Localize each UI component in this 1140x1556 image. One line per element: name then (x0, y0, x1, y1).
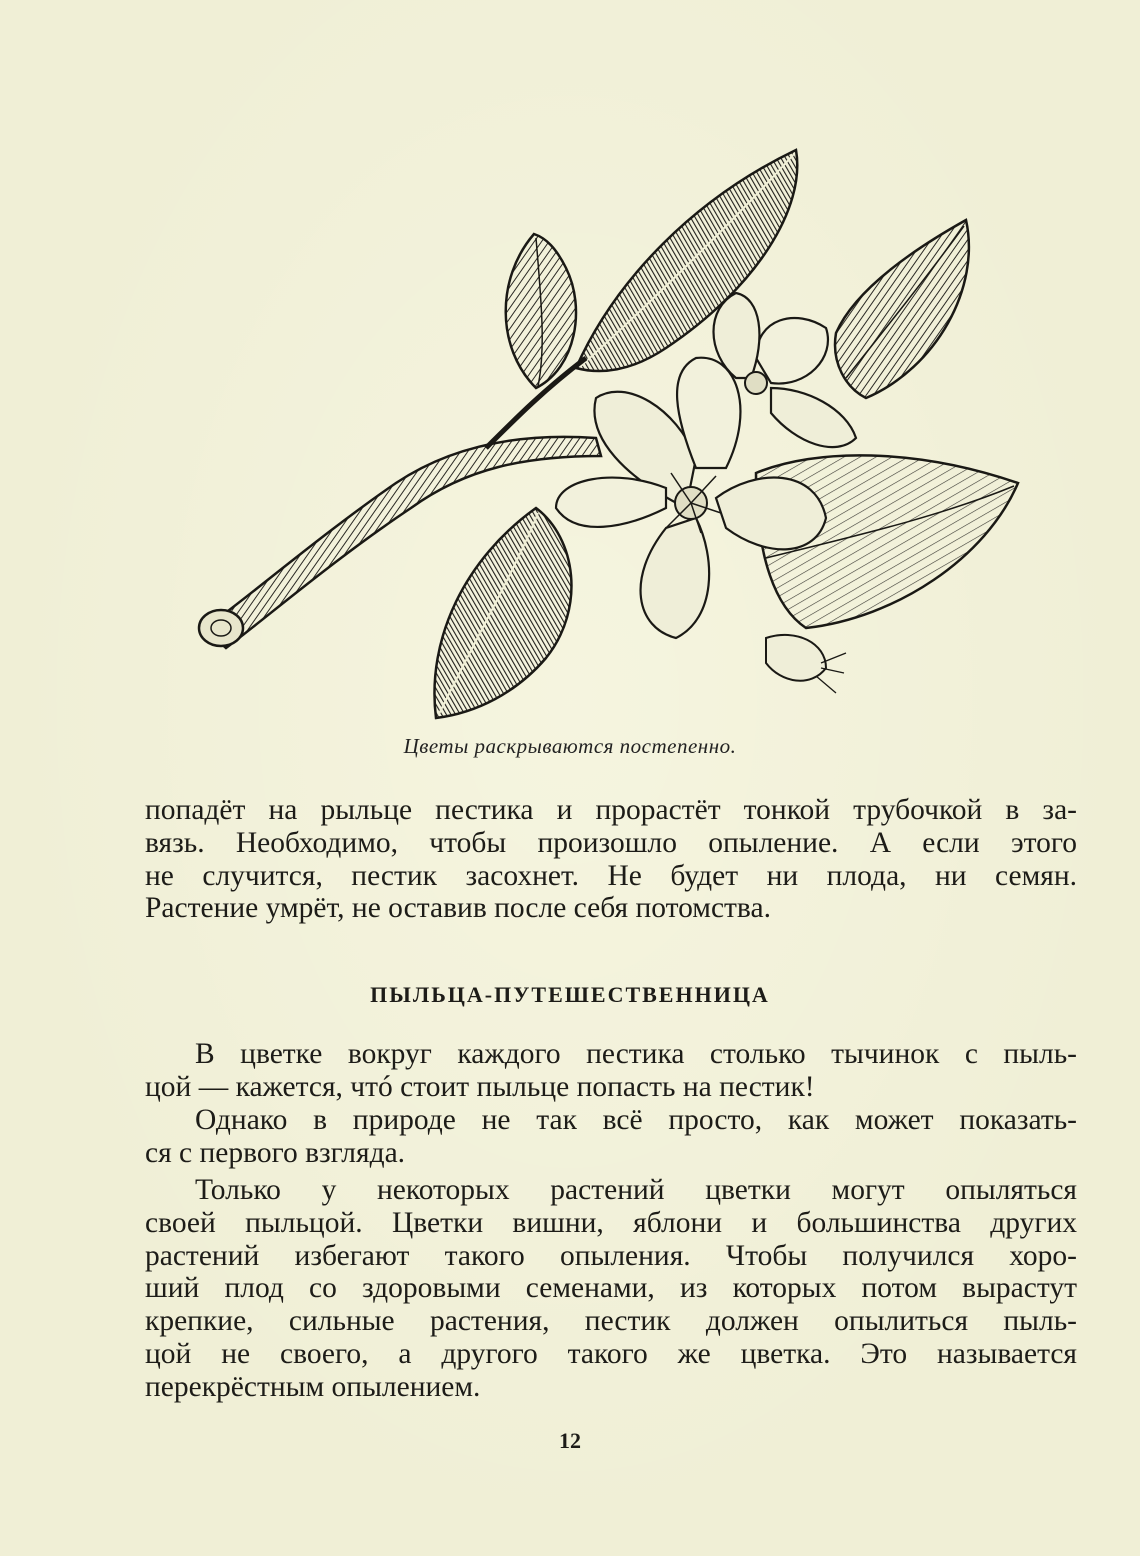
illustration-caption: Цветы раскрываются постепенно. (403, 734, 737, 758)
text-line: крепкие, сильные растения, пестик должен опылиться пыль- (145, 1305, 1077, 1338)
continued-paragraph (145, 794, 1077, 925)
text-line: Однако в природе не так всё просто, как может показать- (195, 1104, 1077, 1136)
section-paragraph-3 (145, 1174, 1077, 1404)
page-number: 12 (559, 1428, 581, 1453)
leaf-right-upper (835, 220, 969, 398)
text-line: не случится, пестик засохнет. Не будет ни плода, ни семян. (145, 859, 1077, 892)
text-line: Растение умрёт, не оставив после себя потомства. (145, 892, 771, 925)
text-line: вязь. Необходимо, чтобы произошло опыление. А если этого (145, 826, 1077, 859)
text-line: растений избегают такого опыления. Чтобы получился хоро- (145, 1239, 1077, 1272)
text-line: попадёт на рыльце пестика и прорастёт тонкой трубочкой в за- (145, 794, 1077, 826)
text-line: своей пыльцой. Цветки вишни, яблони и большинства других (145, 1206, 1077, 1239)
text-line: ся с первого взгляда. (145, 1136, 406, 1169)
apple-blossom-illustration (196, 138, 1036, 728)
text-line: В цветке вокруг каждого пестика столько тычинок с пыль- (195, 1038, 1077, 1070)
text-line: Только у некоторых растений цветки могут опыляться (195, 1174, 1077, 1206)
section-paragraph-2 (145, 1104, 1077, 1170)
text-line: цой — кажется, чтó стоит пыльце попасть на пестик! (145, 1070, 815, 1103)
leaf-bottom-left (434, 508, 571, 718)
text-line: ший плод со здоровыми семенами, из которых потом вырастут (145, 1272, 1077, 1305)
text-line: перекрёстным опылением. (145, 1370, 481, 1403)
bud-blossom (766, 635, 846, 693)
text-line: цой не своего, а другого такого же цветка. Это называется (145, 1337, 1077, 1370)
leaf-left (506, 234, 576, 388)
section-heading: ПЫЛЬЦА-ПУТЕШЕСТВЕННИЦА (370, 982, 770, 1007)
section-paragraph-1 (145, 1038, 1077, 1104)
